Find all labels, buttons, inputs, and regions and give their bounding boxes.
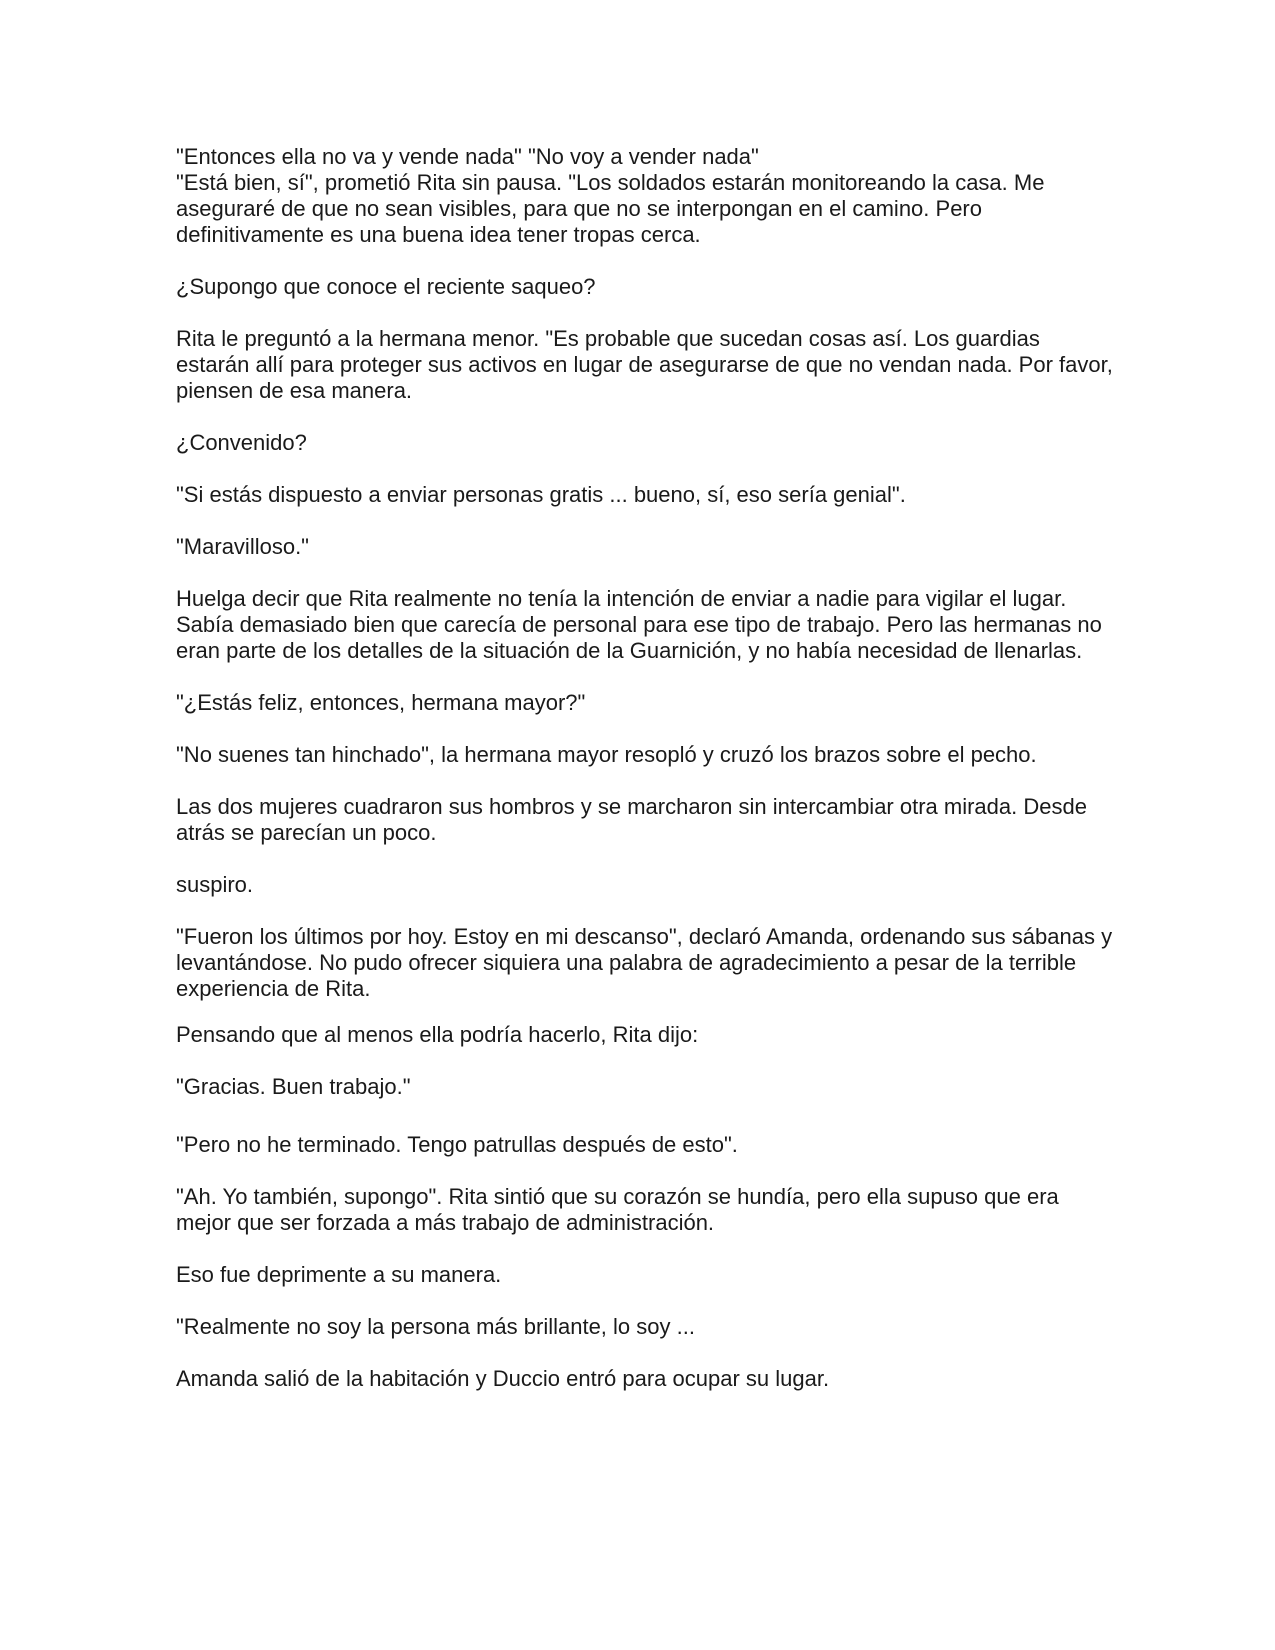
paragraph-1: "Entonces ella no va y vende nada" "No voy a vender nada"	[176, 144, 759, 169]
paragraph-15: "Gracias. Buen trabajo."	[176, 1074, 411, 1099]
paragraph-4: Rita le preguntó a la hermana menor. "Es probable que sucedan cosas así. Los guardias estarán allí para proteger sus activos en lugar de asegurarse de que no vendan nada. Por favor, piensen de esa manera.	[176, 326, 1113, 403]
paragraph-16: "Pero no he terminado. Tengo patrullas después de esto".	[176, 1132, 738, 1157]
paragraph-5: ¿Convenido?	[176, 430, 307, 455]
paragraph-11: Las dos mujeres cuadraron sus hombros y se marcharon sin intercambiar otra mirada. Desde atrás se parecían un poco.	[176, 794, 1087, 845]
paragraph-19: "Realmente no soy la persona más brillante, lo soy ...	[176, 1314, 695, 1339]
paragraph-8: Huelga decir que Rita realmente no tenía la intención de enviar a nadie para vigilar el lugar. Sabía demasiado bien que carecía de personal para ese tipo de trabajo. Pero las hermanas no eran parte de los detalles de la situación de la Guarnición, y no había necesidad de llenarlas.	[176, 586, 1102, 663]
paragraph-10: "No suenes tan hinchado", la hermana mayor resopló y cruzó los brazos sobre el pecho.	[176, 742, 1037, 767]
paragraph-6: "Si estás dispuesto a enviar personas gratis ... bueno, sí, eso sería genial".	[176, 482, 906, 507]
paragraph-2: "Está bien, sí", prometió Rita sin pausa. "Los soldados estarán monitoreando la casa. Me aseguraré de que no sean visibles, para que no se interpongan en el camino. Pero definitivamente es una buena idea tener tropas cerca.	[176, 170, 1045, 247]
paragraph-20: Amanda salió de la habitación y Duccio entró para ocupar su lugar.	[176, 1366, 830, 1391]
document-page	[176, 144, 1116, 1418]
paragraph-7: "Maravilloso."	[176, 534, 309, 559]
paragraph-3: ¿Supongo que conoce el reciente saqueo?	[176, 274, 596, 299]
paragraph-13: "Fueron los últimos por hoy. Estoy en mi descanso", declaró Amanda, ordenando sus sábanas y levantándose. No pudo ofrecer siquiera una palabra de agradecimiento a pesar de la terrible experiencia de Rita.	[176, 924, 1113, 1001]
paragraph-12: suspiro.	[176, 872, 254, 897]
paragraph-18: Eso fue deprimente a su manera.	[176, 1262, 502, 1287]
paragraph-14: Pensando que al menos ella podría hacerlo, Rita dijo:	[176, 1022, 699, 1047]
paragraph-17: "Ah. Yo también, supongo". Rita sintió que su corazón se hundía, pero ella supuso que era mejor que ser forzada a más trabajo de administración.	[176, 1184, 1059, 1235]
paragraph-9: "¿Estás feliz, entonces, hermana mayor?"	[176, 690, 586, 715]
